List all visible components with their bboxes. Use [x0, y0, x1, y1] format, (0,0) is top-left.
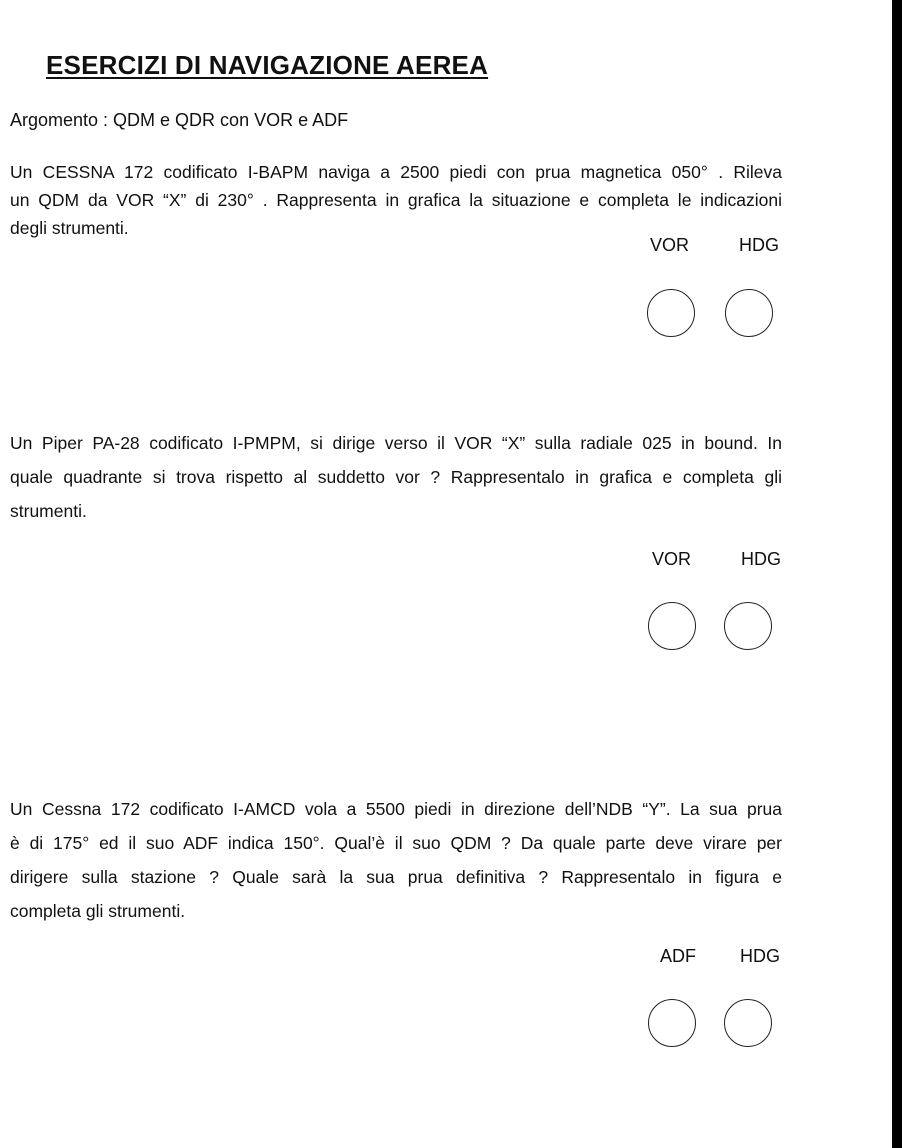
- exercise-1-vor-label: VOR: [650, 235, 690, 255]
- exercise-2-vor-gauge[interactable]: [648, 602, 696, 650]
- exercise-3-adf-label: ADF: [660, 946, 696, 966]
- exercise-1-hdg-label: HDG: [739, 235, 779, 255]
- page-title: ESERCIZI DI NAVIGAZIONE AEREA: [46, 50, 489, 80]
- exercise-2-vor-label: VOR: [652, 549, 692, 569]
- exercise-1-hdg-gauge[interactable]: [725, 289, 773, 337]
- exercise-2-hdg-gauge[interactable]: [724, 602, 772, 650]
- page-edge-bar: [892, 0, 902, 1148]
- exercise-3-line-3: dirigere sulla stazione ? Quale sarà la sua prua definitiva ? Rappresentalo in figura e: [10, 867, 782, 887]
- topic-line: Argomento : QDM e QDR con VOR e ADF: [10, 110, 349, 130]
- exercise-2-line-2: quale quadrante si trova rispetto al suddetto vor ? Rappresentalo in grafica e completa gli: [10, 467, 782, 487]
- exercise-1-vor-gauge[interactable]: [647, 289, 695, 337]
- exercise-3-line-4: completa gli strumenti.: [10, 901, 186, 921]
- exercise-2-text: [10, 426, 782, 528]
- exercise-3-line-1: Un Cessna 172 codificato I-AMCD vola a 5500 piedi in direzione dell’NDB “Y”. La sua prua: [10, 799, 782, 819]
- exercise-1-line-3: degli strumenti.: [10, 218, 129, 238]
- exercise-2-line-1: Un Piper PA-28 codificato I-PMPM, si dirige verso il VOR “X” sulla radiale 025 in bound. In: [10, 433, 782, 453]
- exercise-1-line-2: un QDM da VOR “X” di 230° . Rappresenta in grafica la situazione e completa le indicazioni: [10, 190, 782, 210]
- exercise-3-hdg-gauge[interactable]: [724, 999, 772, 1047]
- exercise-3-text: [10, 792, 782, 928]
- exercise-2-hdg-label: HDG: [741, 549, 781, 569]
- exercise-3-line-2: è di 175° ed il suo ADF indica 150°. Qual’è il suo QDM ? Da quale parte deve virare per: [10, 833, 782, 853]
- exercise-3-adf-gauge[interactable]: [648, 999, 696, 1047]
- exercise-3-hdg-label: HDG: [740, 946, 780, 966]
- exercise-1-line-1: Un CESSNA 172 codificato I-BAPM naviga a 2500 piedi con prua magnetica 050° . Rileva: [10, 162, 782, 182]
- exercise-1-text: [10, 158, 782, 242]
- exercise-2-line-3: strumenti.: [10, 501, 87, 521]
